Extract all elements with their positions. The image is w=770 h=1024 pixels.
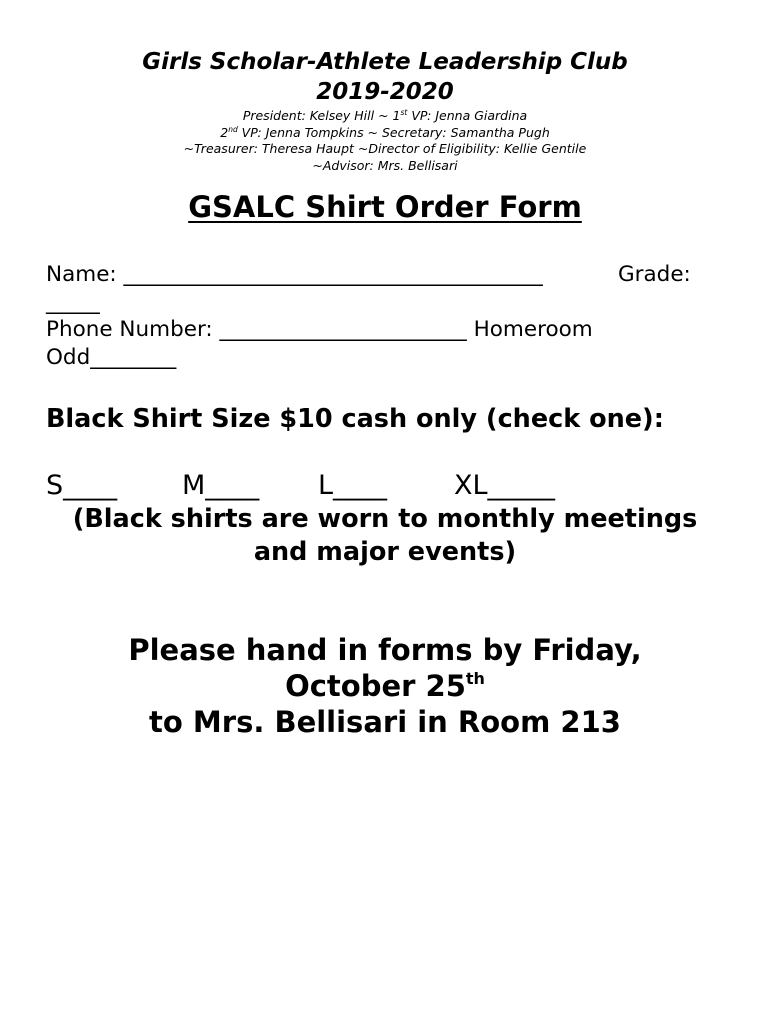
officers-line-1 bbox=[0, 108, 770, 125]
deadline-line-3: to Mrs. Bellisari in Room 213 bbox=[149, 705, 621, 739]
name-field[interactable]: Name: _______________________________________ bbox=[46, 262, 543, 287]
grade-label: Grade: bbox=[618, 262, 691, 287]
deadline-notice bbox=[0, 632, 770, 740]
homeroom-odd-field[interactable]: Odd________ bbox=[46, 345, 177, 370]
deadline-date-sup: th bbox=[465, 669, 485, 688]
grade-field[interactable]: _____ bbox=[46, 290, 100, 315]
officers-line-2-sup: nd bbox=[228, 124, 238, 134]
shirt-note-line-1: (Black shirts are worn to monthly meetings bbox=[72, 504, 698, 534]
club-years: 2019-2020 bbox=[316, 79, 454, 105]
shirt-note bbox=[0, 503, 770, 569]
deadline-date: October 25 bbox=[285, 669, 466, 703]
size-options bbox=[46, 468, 646, 504]
officers-line-3: ~Treasurer: Theresa Haupt ~Director of Eligibility: Kellie Gentile bbox=[183, 141, 587, 156]
deadline-line-1: Please hand in forms by Friday, bbox=[128, 633, 642, 667]
club-name: Girls Scholar-Athlete Leadership Club bbox=[142, 49, 628, 75]
officers-line-1-sup: st bbox=[400, 108, 408, 117]
shirt-note-line-2: and major events) bbox=[253, 537, 517, 567]
size-option-l[interactable]: L____ bbox=[318, 470, 388, 501]
name-field-row bbox=[46, 261, 706, 289]
officers-line-2-part-a: 2 bbox=[220, 124, 229, 140]
officers-line-2-part-b: VP: Jenna Tompkins ~ Secretary: Samantha Pugh bbox=[237, 124, 550, 140]
size-option-m[interactable]: M____ bbox=[182, 470, 260, 501]
size-option-xl[interactable]: XL_____ bbox=[454, 470, 556, 501]
officers-line-1-part-b: VP: Jenna Giardina bbox=[407, 108, 528, 123]
officers-line-2 bbox=[0, 125, 770, 142]
deadline-line-2 bbox=[0, 668, 770, 704]
form-title: GSALC Shirt Order Form bbox=[188, 190, 582, 224]
phone-field[interactable]: Phone Number: _______________________ Homeroom bbox=[46, 317, 593, 342]
size-option-s[interactable]: S____ bbox=[46, 470, 118, 501]
officers-line-1-part-a: President: Kelsey Hill ~ 1 bbox=[242, 108, 401, 123]
shirt-size-heading: Black Shirt Size $10 cash only (check one): bbox=[46, 404, 664, 434]
officers-list bbox=[0, 108, 770, 174]
officers-line-4: ~Advisor: Mrs. Bellisari bbox=[312, 157, 458, 173]
